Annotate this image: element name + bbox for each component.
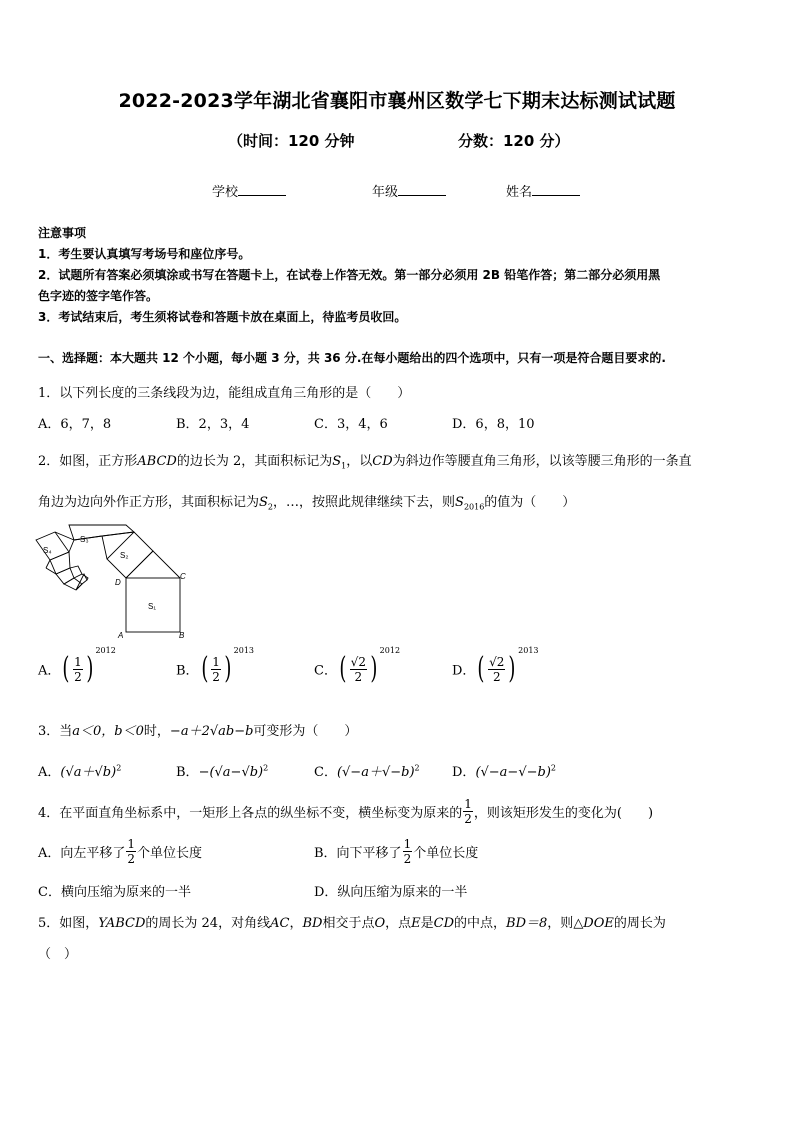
name-label: 姓名 — [506, 185, 533, 200]
square-s2 — [107, 532, 153, 578]
question-5-stem — [38, 912, 666, 931]
fraction — [488, 656, 505, 683]
school-label: 学校 — [212, 185, 239, 200]
question-5-answer-paren: （ ） — [38, 947, 78, 962]
question-2-stem-line2 — [38, 491, 575, 512]
q2-option-d — [452, 646, 539, 686]
q3-option-b-expr: −(√a−√b) — [198, 765, 264, 780]
q5-text: 相交于点 — [322, 916, 375, 931]
q3-option-b-label: B． — [176, 765, 199, 780]
notice-item: 1．考生要认真填写考场号和座位序号。 — [38, 247, 251, 261]
name-blank — [532, 183, 580, 196]
q2-option-c — [314, 646, 401, 686]
q3-option-b — [176, 761, 268, 780]
question-4-stem — [38, 798, 653, 825]
numerator: √2 — [350, 654, 366, 669]
triangle-2 — [102, 532, 134, 559]
q5-triangle: △DOE — [573, 916, 614, 931]
q3-option-c — [314, 761, 420, 780]
label-c: C — [180, 572, 186, 581]
q5-bd: BD — [302, 916, 323, 931]
numerator: 1 — [127, 837, 136, 851]
school-field — [212, 181, 286, 200]
q2-text: 2．如图，正方形 — [38, 454, 138, 469]
q3-option-c-expr: (√−a＋√−b) — [336, 765, 415, 780]
numerator: 1 — [403, 837, 412, 851]
q5-bd-equals: BD＝8 — [506, 916, 548, 931]
question-3-stem — [38, 720, 357, 739]
q4-option-d: D．纵向压缩为原来的一半 — [314, 885, 468, 900]
q3-option-d — [452, 761, 556, 780]
q4-text: 4．在平面直角坐标系中，一矩形上各点的纵坐标不变，横坐标变为原来的 — [38, 806, 463, 821]
label-s4: S₄ — [43, 546, 52, 555]
q5-text: ，则 — [547, 916, 574, 931]
q2-text: ，…，按照此规律继续下去，则 — [273, 495, 456, 510]
fraction — [126, 838, 136, 865]
fraction — [463, 798, 473, 825]
section-heading: 一、选择题：本大题共 12 个小题，每小题 3 分，共 36 分.在每小题给出的四个选项中，只有一项是符合题目要求的. — [38, 351, 666, 365]
fraction — [73, 656, 83, 683]
q1-option-a: A．6，7，8 — [38, 417, 112, 432]
exam-time: （时间：120 分钟 — [228, 132, 355, 150]
numerator: 1 — [74, 654, 82, 669]
q5-text: ， — [289, 916, 303, 931]
q2-s2016-sub: 2016 — [463, 502, 485, 512]
q4-option-b-text: 个单位长度 — [413, 846, 479, 861]
q3-text: 3．当 — [38, 724, 73, 739]
q3-expression: −a＋2√ab−b — [169, 724, 254, 739]
q2-option-d-label: D． — [452, 663, 476, 679]
q3-option-a-expr: (√a＋√b) — [60, 765, 117, 780]
right-paren: ) — [86, 651, 94, 686]
q2-figure — [34, 522, 204, 642]
q4-option-b — [314, 838, 478, 865]
exponent: 2012 — [379, 646, 401, 656]
notice-item: 色字迹的签字笔作答。 — [38, 289, 159, 303]
q5-e: E — [411, 916, 421, 931]
numerator: 1 — [212, 654, 220, 669]
fraction — [403, 838, 413, 865]
left-paren: ( — [62, 651, 70, 686]
q2-text: 的值为（ ） — [484, 495, 576, 510]
exponent: 2012 — [95, 646, 116, 656]
label-b: B — [179, 631, 185, 640]
square-s3 — [69, 525, 134, 540]
q5-ac: AC — [270, 916, 290, 931]
q1-option-c: C．3，4，6 — [314, 417, 388, 432]
q4-text: ，则该矩形发生的变化为( ) — [473, 806, 654, 821]
grade-label: 年级 — [372, 185, 399, 200]
label-s2: S₂ — [120, 551, 129, 560]
denominator: 2 — [354, 669, 363, 684]
denominator: 2 — [127, 852, 136, 866]
q3-option-c-label: C． — [314, 765, 337, 780]
q5-text: 5．如图， — [38, 916, 99, 931]
right-paren: ) — [508, 651, 516, 686]
q5-text: 是 — [420, 916, 434, 931]
q2-option-b-label: B． — [176, 663, 199, 679]
q5-o: O — [374, 916, 386, 931]
exponent: 2013 — [518, 646, 539, 656]
q2-option-c-label: C． — [314, 663, 337, 679]
q5-text: 的周长为 24，对角线 — [145, 916, 271, 931]
exponent: 2 — [116, 763, 122, 773]
q4-option-a — [38, 838, 202, 865]
q3-option-d-label: D． — [452, 765, 476, 780]
q3-option-d-expr: (√−a−√−b) — [475, 765, 551, 780]
q5-text: 的周长为 — [613, 916, 666, 931]
q2-abcd: ABCD — [137, 454, 177, 469]
fraction — [350, 656, 367, 683]
left-paren: ( — [477, 651, 485, 686]
q2-text: 角边为边向外作正方形，其面积标记为 — [38, 495, 260, 510]
exponent: 2 — [414, 763, 420, 773]
denominator: 2 — [403, 852, 412, 866]
denominator: 2 — [212, 669, 220, 684]
q3-condition: a＜0，b＜0 — [72, 724, 144, 739]
grade-blank — [398, 183, 446, 196]
right-paren: ) — [370, 651, 378, 686]
q3-text: 可变形为（ ） — [253, 724, 358, 739]
q5-parallelogram: YABCD — [98, 916, 146, 931]
q3-option-a — [38, 761, 121, 780]
q2-option-a-label: A． — [38, 663, 61, 679]
q5-text: 的中点， — [454, 916, 507, 931]
numerator: √2 — [489, 654, 505, 669]
q2-text: 的边长为 2，其面积标记为 — [176, 454, 333, 469]
q3-option-a-label: A． — [38, 765, 61, 780]
q2-text: 为斜边作等腰直角三角形，以该等腰三角形的一条直 — [392, 454, 692, 469]
left-paren: ( — [339, 651, 347, 686]
label-s3: S₃ — [80, 535, 89, 544]
notice-item: 2．试题所有答案必须填涂或书写在答题卡上，在试卷上作答无效。第一部分必须用 2B 铅笔作答；第二部分必须用黑 — [38, 268, 661, 282]
q1-option-b: B．2，3，4 — [176, 417, 250, 432]
exponent: 2013 — [233, 646, 254, 656]
q2-cd: CD — [372, 454, 393, 469]
left-paren: ( — [200, 651, 208, 686]
q2-option-a — [38, 646, 116, 686]
q2-option-b — [176, 646, 254, 686]
q4-option-b-text: B．向下平移了 — [314, 846, 402, 861]
q2-s2: S — [259, 495, 268, 510]
exponent: 2 — [263, 763, 269, 773]
triangle-1 — [126, 551, 180, 578]
label-s1: S₁ — [148, 602, 157, 611]
q4-option-c: C．横向压缩为原来的一半 — [38, 885, 191, 900]
q2-text: ，以 — [346, 454, 373, 469]
right-paren: ) — [224, 651, 232, 686]
label-a: A — [118, 631, 124, 640]
q2-s1-sub: 1 — [341, 461, 347, 471]
denominator: 2 — [464, 812, 472, 826]
q4-option-a-text: A．向左平移了 — [38, 846, 126, 861]
q4-option-a-text: 个单位长度 — [137, 846, 203, 861]
numerator: 1 — [464, 797, 472, 811]
denominator: 2 — [74, 669, 82, 684]
page-title: 2022-2023学年湖北省襄阳市襄州区数学七下期末达标测试试题 — [118, 90, 676, 112]
q2-s1: S — [332, 454, 342, 469]
fraction — [211, 656, 221, 683]
q2-s2-sub: 2 — [267, 502, 274, 512]
school-blank — [238, 183, 286, 196]
question-2-stem-line1 — [38, 450, 692, 471]
exponent: 2 — [550, 763, 556, 773]
q5-text: ，点 — [385, 916, 412, 931]
name-field — [506, 181, 580, 200]
q2-s2016: S — [455, 495, 464, 510]
label-d: D — [115, 578, 121, 587]
question-1-stem: 1．以下列长度的三条线段为边，能组成直角三角形的是（ ） — [38, 386, 411, 401]
q5-cd: CD — [433, 916, 455, 931]
q3-text: 时， — [143, 724, 170, 739]
grade-field — [372, 181, 446, 200]
notice-item: 3．考试结束后，考生须将试卷和答题卡放在桌面上，待监考员收回。 — [38, 310, 407, 324]
notice-heading: 注意事项 — [38, 226, 87, 240]
q1-option-d: D．6，8，10 — [452, 417, 535, 432]
denominator: 2 — [492, 669, 501, 684]
exam-score: 分数：120 分） — [458, 132, 570, 150]
